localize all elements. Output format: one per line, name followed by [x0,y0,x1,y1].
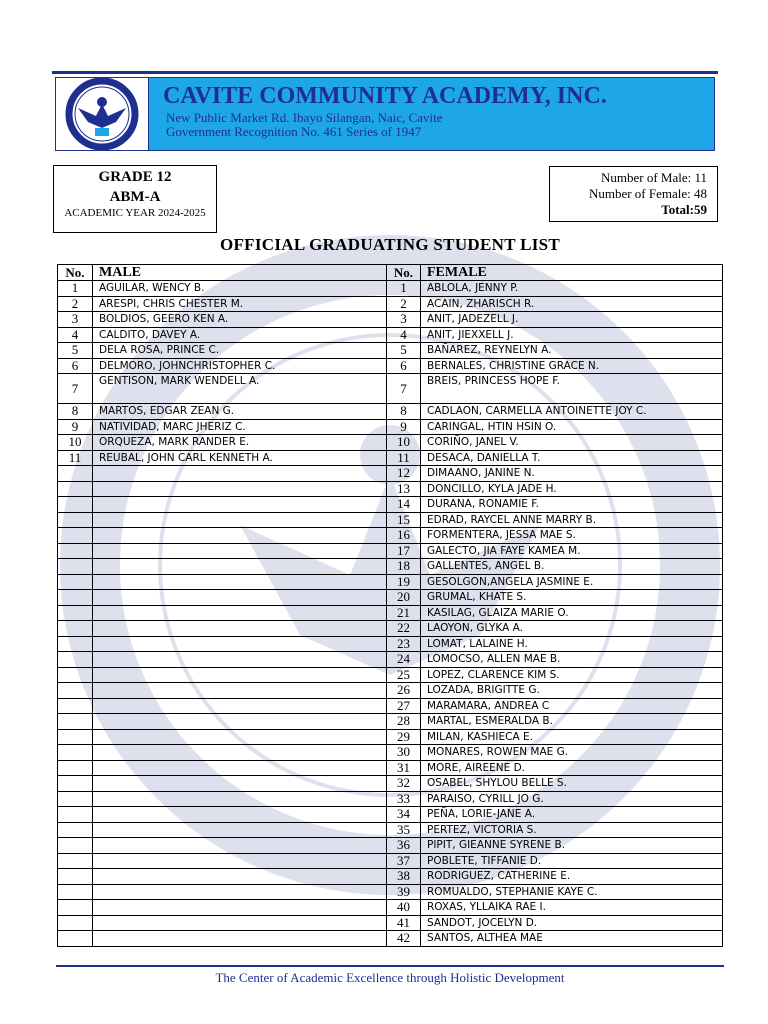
female-name: MONARES, ROWEN MAE G. [421,745,723,761]
total-count: Total:59 [661,202,707,217]
male-number [58,853,93,869]
table-row [58,776,723,792]
table-row [58,358,723,374]
female-name: BERNALES, CHRISTINE GRACE N. [421,358,723,374]
male-name [93,760,387,776]
female-number: 35 [387,822,421,838]
male-name [93,900,387,916]
male-name [93,853,387,869]
female-name: GESOLGON,ANGELA JASMINE E. [421,574,723,590]
table-row [58,404,723,420]
male-number [58,745,93,761]
female-name: DURANA, RONAMIE F. [421,497,723,513]
female-name: PIPIT, GIEANNE SYRENE B. [421,838,723,854]
female-name: MORE, AIREENE D. [421,760,723,776]
table-row [58,327,723,343]
male-name [93,683,387,699]
female-name: BREIS, PRINCESS HOPE F. [421,374,723,404]
student-table [57,264,723,947]
male-number [58,931,93,947]
school-name: CAVITE COMMUNITY ACADEMY, INC. [163,83,607,109]
female-number: 16 [387,528,421,544]
male-number [58,698,93,714]
female-number: 24 [387,652,421,668]
male-number [58,729,93,745]
table-row [58,822,723,838]
male-number [58,822,93,838]
female-number: 25 [387,667,421,683]
table-row [58,636,723,652]
female-number: 11 [387,450,421,466]
male-count: Number of Male: 11 [600,170,707,185]
male-number: 4 [58,327,93,343]
female-number: 40 [387,900,421,916]
male-number: 10 [58,435,93,451]
male-number [58,512,93,528]
male-header: MALE [93,265,387,281]
male-number [58,621,93,637]
female-name: ANIT, JADEZELL J. [421,312,723,328]
female-number: 31 [387,760,421,776]
female-name: LOZADA, BRIGITTE G. [421,683,723,699]
table-row [58,512,723,528]
school-header [55,77,715,151]
list-title: OFFICIAL GRADUATING STUDENT LIST [219,235,561,254]
male-number [58,760,93,776]
female-name: MARAMARA, ANDREA C [421,698,723,714]
female-number: 5 [387,343,421,359]
female-name: GALECTO, JIA FAYE KAMEA M. [421,543,723,559]
male-number [58,590,93,606]
table-row [58,374,723,404]
table-row [58,312,723,328]
table-row [58,574,723,590]
female-number: 23 [387,636,421,652]
male-name [93,481,387,497]
table-row [58,528,723,544]
female-number: 27 [387,698,421,714]
male-name [93,776,387,792]
female-name: DESACA, DANIELLA T. [421,450,723,466]
female-number: 38 [387,869,421,885]
table-row [58,698,723,714]
government-recognition: Government Recognition No. 461 Series of 1947 [166,124,422,139]
female-name: DIMAANO, JANINE N. [421,466,723,482]
male-number [58,900,93,916]
female-number: 18 [387,559,421,575]
female-number: 2 [387,296,421,312]
table-row [58,435,723,451]
table-row [58,683,723,699]
female-name: RODRIGUEZ, CATHERINE E. [421,869,723,885]
female-number: 17 [387,543,421,559]
female-number: 12 [387,466,421,482]
male-name [93,822,387,838]
male-number [58,683,93,699]
male-name [93,621,387,637]
female-number: 14 [387,497,421,513]
table-row [58,915,723,931]
male-name [93,698,387,714]
male-name: MARTOS, EDGAR ZEAN G. [93,404,387,420]
female-number: 22 [387,621,421,637]
table-row [58,343,723,359]
male-number: 7 [58,374,93,404]
male-number: 8 [58,404,93,420]
table-row [58,853,723,869]
female-number: 36 [387,838,421,854]
male-name [93,652,387,668]
male-name [93,838,387,854]
female-number: 7 [387,374,421,404]
female-name: ROXAS, YLLAIKA RAE I. [421,900,723,916]
male-number [58,869,93,885]
male-number: 3 [58,312,93,328]
academic-year: ACADEMIC YEAR 2024-2025 [64,207,206,219]
table-row [58,791,723,807]
table-header-row [58,265,723,281]
male-number [58,481,93,497]
female-name: ACAIN, ZHARISCH R. [421,296,723,312]
male-number [58,884,93,900]
female-name: MARTAL, ESMERALDA B. [421,714,723,730]
male-name [93,791,387,807]
footer-motto: The Center of Academic Excellence through Holistic Development [215,970,565,985]
female-number: 28 [387,714,421,730]
female-name: CARINGAL, HTIN HSIN O. [421,419,723,435]
female-number: 32 [387,776,421,792]
table-row [58,543,723,559]
male-name [93,714,387,730]
male-name: DELA ROSA, PRINCE C. [93,343,387,359]
female-number: 26 [387,683,421,699]
male-name [93,667,387,683]
female-name: MILAN, KASHIECA E. [421,729,723,745]
table-row [58,807,723,823]
female-name: SANTOS, ALTHEA MAE [421,931,723,947]
table-row [58,466,723,482]
female-name: PERTEZ, VICTORIA S. [421,822,723,838]
table-row [58,931,723,947]
table-row [58,605,723,621]
female-name: GALLENTES, ANGEL B. [421,559,723,575]
female-name: GRUMAL, KHATE S. [421,590,723,606]
table-row [58,450,723,466]
table-row [58,652,723,668]
male-number [58,605,93,621]
female-name: SANDOT, JOCELYN D. [421,915,723,931]
school-address: New Public Market Rd. Ibayo Silangan, Naic, Cavite [166,110,443,125]
male-no-header: No. [58,265,93,281]
female-name: BAÑAREZ, REYNELYN A. [421,343,723,359]
table-row [58,838,723,854]
male-name [93,869,387,885]
female-number: 13 [387,481,421,497]
female-name: LOMAT, LALAINE H. [421,636,723,652]
male-name [93,543,387,559]
female-number: 10 [387,435,421,451]
table-row [58,296,723,312]
female-name: KASILAG, GLAIZA MARIE O. [421,605,723,621]
male-number [58,807,93,823]
female-number: 39 [387,884,421,900]
female-number: 34 [387,807,421,823]
table-row [58,869,723,885]
female-name: CADLAON, CARMELLA ANTOINETTE JOY C. [421,404,723,420]
male-name: NATIVIDAD, MARC JHERIZ C. [93,419,387,435]
table-row [58,714,723,730]
table-row [58,900,723,916]
male-number [58,714,93,730]
female-number: 33 [387,791,421,807]
school-address-block [166,111,443,139]
female-name: CORIÑO, JANEL V. [421,435,723,451]
male-name: DELMORO, JOHNCHRISTOPHER C. [93,358,387,374]
female-no-header: No. [387,265,421,281]
female-number: 41 [387,915,421,931]
male-number [58,667,93,683]
female-count: Number of Female: 48 [588,186,707,201]
female-name: DONCILLO, KYLA JADE H. [421,481,723,497]
female-name: PARAISO, CYRILL JO G. [421,791,723,807]
male-name [93,574,387,590]
female-number: 15 [387,512,421,528]
male-number [58,652,93,668]
table-row [58,884,723,900]
female-number: 42 [387,931,421,947]
male-name: ORQUEZA, MARK RANDER E. [93,435,387,451]
female-number: 4 [387,327,421,343]
class-info-box [53,165,217,233]
male-name: GENTISON, MARK WENDELL A. [93,374,387,404]
table-row [58,760,723,776]
female-number: 37 [387,853,421,869]
female-number: 9 [387,419,421,435]
table-row [58,621,723,637]
male-number [58,497,93,513]
male-name [93,528,387,544]
header-top-rule [52,71,718,74]
male-number: 5 [58,343,93,359]
male-number [58,543,93,559]
table-row [58,590,723,606]
female-name: LOMOCSO, ALLEN MAE B. [421,652,723,668]
female-name: PEÑA, LORIE-JANE A. [421,807,723,823]
male-name [93,636,387,652]
male-number: 6 [58,358,93,374]
table-row [58,745,723,761]
male-number [58,791,93,807]
male-number [58,528,93,544]
table-row [58,481,723,497]
female-name: ROMUALDO, STEPHANIE KAYE C. [421,884,723,900]
student-rows [58,281,723,947]
male-name: AGUILAR, WENCY B. [93,281,387,297]
female-name: POBLETE, TIFFANIE D. [421,853,723,869]
male-name [93,512,387,528]
female-number: 1 [387,281,421,297]
table-row [58,419,723,435]
male-number: 2 [58,296,93,312]
male-name [93,884,387,900]
male-name [93,497,387,513]
female-number: 20 [387,590,421,606]
male-number: 1 [58,281,93,297]
footer-rule [56,965,724,967]
male-name [93,466,387,482]
male-name [93,915,387,931]
male-number [58,915,93,931]
male-number [58,574,93,590]
male-name: REUBAL, JOHN CARL KENNETH A. [93,450,387,466]
male-name [93,931,387,947]
table-row [58,497,723,513]
female-name: LAOYON, GLYKA A. [421,621,723,637]
female-number: 6 [387,358,421,374]
table-row [58,281,723,297]
male-number: 11 [58,450,93,466]
grade-label: GRADE 12 [98,169,172,185]
female-number: 30 [387,745,421,761]
male-name: ARESPI, CHRIS CHESTER M. [93,296,387,312]
female-number: 19 [387,574,421,590]
table-row [58,729,723,745]
male-number [58,776,93,792]
count-summary-box [549,166,718,222]
female-name: ANIT, JIEXXELL J. [421,327,723,343]
female-number: 3 [387,312,421,328]
male-number [58,559,93,575]
male-name [93,590,387,606]
male-number [58,636,93,652]
female-name: OSABEL, SHYLOU BELLE S. [421,776,723,792]
male-name [93,605,387,621]
male-number [58,838,93,854]
female-name: EDRAD, RAYCEL ANNE MARRY B. [421,512,723,528]
school-logo [56,78,149,150]
female-number: 29 [387,729,421,745]
female-name: FORMENTERA, JESSA MAE S. [421,528,723,544]
male-name: CALDITO, DAVEY A. [93,327,387,343]
male-name: BOLDIOS, GEERO KEN A. [93,312,387,328]
female-number: 8 [387,404,421,420]
male-name [93,729,387,745]
male-name [93,745,387,761]
female-name: ABLOLA, JENNY P. [421,281,723,297]
female-header: FEMALE [421,265,723,281]
section-label: ABM-A [109,189,161,205]
male-number: 9 [58,419,93,435]
male-name [93,559,387,575]
female-name: LOPEZ, CLARENCE KIM S. [421,667,723,683]
female-number: 21 [387,605,421,621]
table-row [58,667,723,683]
male-name [93,807,387,823]
male-number [58,466,93,482]
table-row [58,559,723,575]
